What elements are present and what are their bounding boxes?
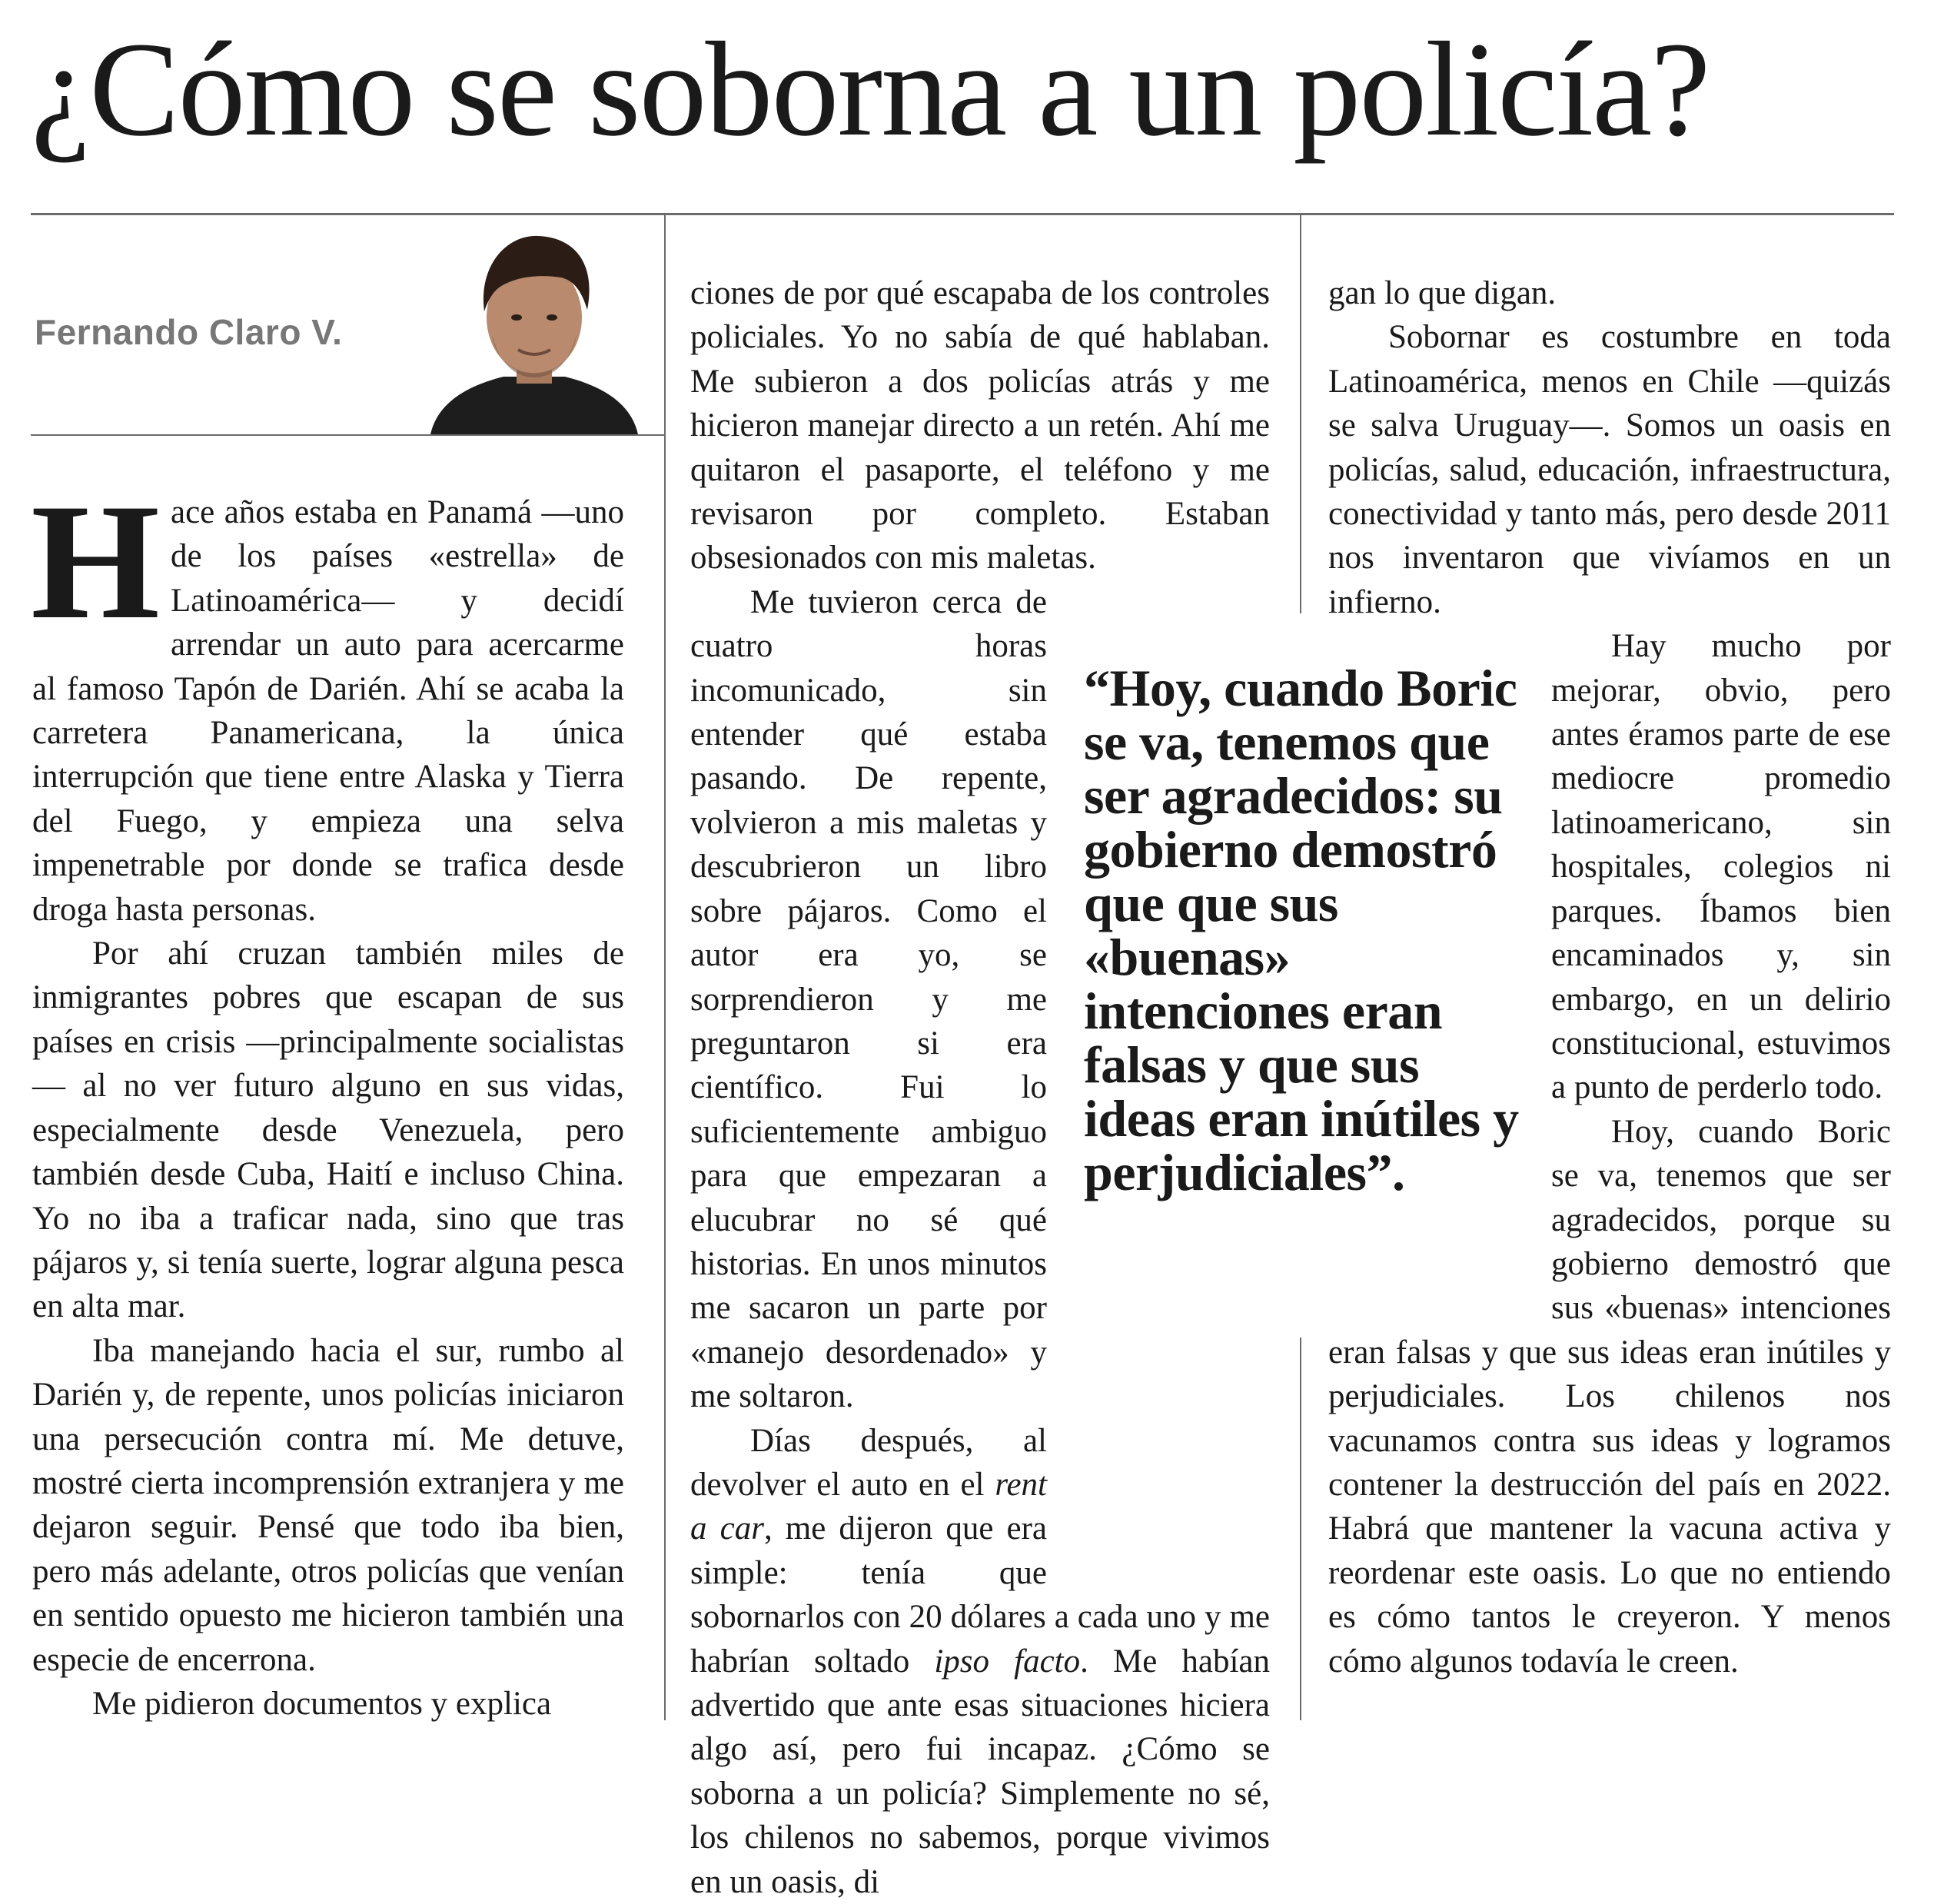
top-divider: [31, 213, 1894, 215]
column-1: [31, 470, 624, 1726]
ipso-facto-italic: ipso facto: [934, 1643, 1081, 1680]
drop-cap: H: [31, 470, 161, 653]
headline: ¿Cómo se soborna a un policía?: [31, 15, 1710, 164]
paragraph-6-continued: gan lo que digan.: [1328, 275, 1557, 311]
column-divider-2-top: [1300, 214, 1301, 613]
paragraph-1: Hace años estaba en Panamá —uno de los países «estrella» de Latinoamérica— y decidí arrendar un auto para acercarme al famoso Tapón de Darién. Ahí se acaba la carretera Panamericana, la única interrupción que tiene entre Alaska y Tierra del Fuego, y empieza una selva impenetrable por donde se trafica desde droga hasta personas.: [31, 470, 624, 928]
paragraph-7: Sobornar es costumbre en toda Latinoamérica, menos en Chile —quizás se salva Uruguay—. Somos un oasis en policías, salud, educación, infraestructura, conectividad y tanto más, pero desde 2011 nos inventaron que vivíamos en un infierno.: [1328, 319, 1891, 620]
paragraph-2: Por ahí cruzan también miles de inmigrantes pobres que escapan de sus países en crisis —principalmente socialistas— al no ver futuro alguno en sus vidas, especialmente desde Venezuela, pero también desde Cuba, Haití e incluso China. Yo no iba a traficar nada, sino que tras pájaros y, si tenía suerte, lograr alguna pesca en alta mar.: [32, 935, 624, 1325]
author-byline: Fernando Claro V.: [35, 312, 343, 352]
rent-a-car-italic: rent a car: [690, 1466, 1047, 1547]
paragraph-9: Hoy, cuando Boric se va, tenemos que ser agradecidos, porque su gobierno demostró que sus «buenas» intenciones eran falsas y que sus ideas eran inútiles y perjudiciales. Los chilenos nos vacunamos contra sus ideas y logramos contener la destrucción del país en 2022. Habrá que mantener la vacuna activa y reordenar este oasis. Lo que no entiendo es cómo tantos le creyeron. Y menos cómo algunos todavía le creen.: [1328, 1113, 1891, 1680]
column-divider-2-bottom: [1300, 1337, 1301, 1720]
paragraph-3: Iba manejando hacia el sur, rumbo al Darién y, de repente, unos policías iniciaron una persecución contra mí. Me detuve, mostré cierta incomprensión extranjera y me dejaron seguir. Pensé que todo iba bien, pero más adelante, otros policías que venían en sentido opuesto me hicieron también una especie de encerrona.: [32, 1332, 624, 1678]
paragraph-4-start: Me pidieron documentos y explica: [92, 1685, 552, 1722]
pull-quote: “Hoy, cuando Boric se va, tenemos que ser agradecidos: su gobierno demostró que que sus «buenas» intenciones eran falsas y que sus ideas eran inútiles y perjudiciales”.: [1084, 659, 1519, 1201]
paragraph-4-continued: ciones de por qué escapaba de los controles policiales. Yo no sabía de qué hablaban. Me subieron a dos policías atrás y me hicieron manejar directo a un retén. Ahí me quitaron el pasaporte, el teléfono y me revisaron por completo. Estaban obsesionados con mis maletas.: [690, 275, 1270, 577]
paragraph-8: Hay mucho por mejorar, obvio, pero antes éramos parte de ese mediocre promedio latinoamericano, sin hospitales, colegios ni parques. Íbamos bien encaminados y, sin embargo, en un delirio constitucional, estuvimos a punto de perderlo todo.: [1551, 628, 1891, 1106]
column-divider-1: [664, 214, 666, 1720]
author-portrait: [430, 227, 638, 434]
byline-divider: [31, 434, 664, 436]
paragraph-6: Días después, al devolver el auto en el rent a car, me dijeron que era simple: tenía que sobornarlos con 20 dólares a cada uno y me habrían soltado ipso facto. Me habían advertido que ante esas situaciones hiciera algo así, pero fui incapaz. ¿Cómo se soborna a un policía? Simplemente no sé, los chilenos no sabemos, porque vivimos en un oasis, di: [690, 1422, 1270, 1900]
paragraph-5: Me tuvieron cerca de cuatro horas incomunicado, sin entender qué estaba pasando. De repente, volvieron a mis maletas y descubrieron un libro sobre pájaros. Como el autor era yo, se sorprendieron y me preguntaron si era científico. Fui lo suficientemente ambiguo para que empezaran a elucubrar no sé qué historias. En unos minutos me sacaron un parte por «manejo desordenado» y me soltaron.: [690, 583, 1047, 1415]
